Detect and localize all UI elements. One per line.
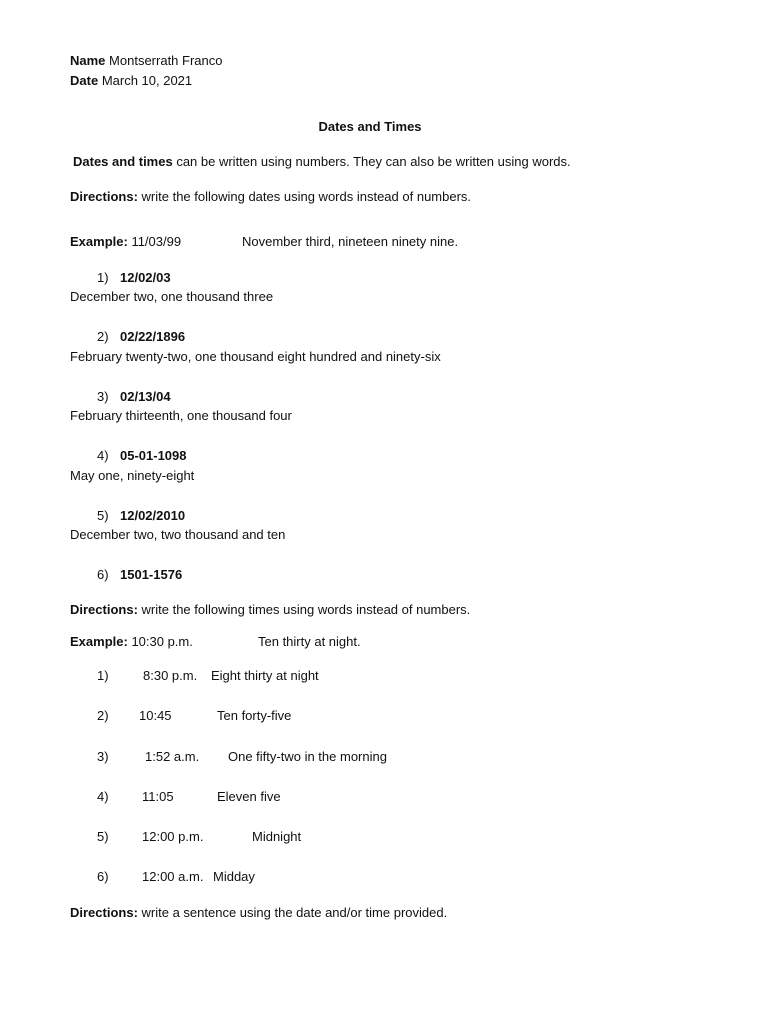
name-label: Name [70,53,106,68]
date-item-value: 02/22/1896 [120,329,186,344]
time-item-answer: Eight thirty at night [211,668,319,683]
times-directions-text: write the following times using words instead of numbers. [137,602,471,617]
dates-directions [70,189,471,205]
times-directions [70,602,470,618]
dates-directions-text: write the following dates using words instead of numbers. [137,189,472,204]
date-item-number: 3) [97,389,109,404]
time-item-answer: Midnight [252,829,302,844]
time-item-number: 6) [97,869,109,884]
sentence-directions [70,905,447,921]
times-example-value: 10:30 p.m. [131,634,193,649]
time-item-number: 2) [97,708,109,723]
time-item-value: 10:45 [139,708,172,723]
time-item-answer: One fifty-two in the morning [228,749,387,764]
time-item-value: 11:05 [142,789,174,804]
times-example-answer: Ten thirty at night. [258,634,361,649]
time-item-answer: Eleven five [217,789,281,804]
date-item-value: 02/13/04 [120,389,171,404]
times-directions-label: Directions: [70,602,138,617]
time-item-number: 4) [97,789,109,804]
time-item-answer: Ten forty-five [217,708,292,723]
dates-example-value: 11/03/99 [131,234,182,249]
times-example-label: Example: [70,634,128,649]
name-value: Montserrath Franco [109,53,223,68]
date-item-answer: December two, two thousand and ten [70,527,286,542]
time-item-value: 1:52 a.m. [145,749,200,764]
date-item-number: 2) [97,329,109,344]
intro-paragraph [73,154,571,170]
date-item-number: 5) [97,508,109,523]
date-item-value: 1501-1576 [120,567,183,582]
date-item-value: 05-01-1098 [120,448,187,463]
dates-example [70,234,181,250]
date-item-number: 4) [97,448,109,463]
dates-directions-label: Directions: [70,189,138,204]
dates-example-answer: November third, nineteen ninety nine. [242,234,459,249]
sentence-directions-text: write a sentence using the date and/or time provided. [137,905,448,920]
time-item-value: 12:00 p.m. [142,829,204,844]
sentence-directions-label: Directions: [70,905,138,920]
date-value: March 10, 2021 [101,73,193,88]
date-item-answer: December two, one thousand three [70,289,274,304]
time-item-value: 8:30 p.m. [143,668,198,683]
time-item-number: 3) [97,749,109,764]
intro-rest: can be written using numbers. They can also be written using words. [172,154,571,169]
times-example [70,634,193,650]
name-line [70,53,222,69]
intro-bold: Dates and times [73,154,173,169]
date-item-value: 12/02/2010 [120,508,186,523]
date-item-answer: February twenty-two, one thousand eight hundred and ninety-six [70,349,441,364]
time-item-number: 5) [97,829,109,844]
date-label: Date [70,73,99,88]
date-item-value: 12/02/03 [120,270,171,285]
date-item-answer: May one, ninety-eight [70,468,195,483]
date-item-answer: February thirteenth, one thousand four [70,408,292,423]
dates-example-label: Example: [70,234,128,249]
time-item-number: 1) [97,668,109,683]
time-item-value: 12:00 a.m. [142,869,204,884]
date-line [70,73,192,89]
time-item-answer: Midday [213,869,255,884]
date-item-number: 1) [97,270,109,285]
date-item-number: 6) [97,567,109,582]
page-title: Dates and Times [318,119,422,134]
